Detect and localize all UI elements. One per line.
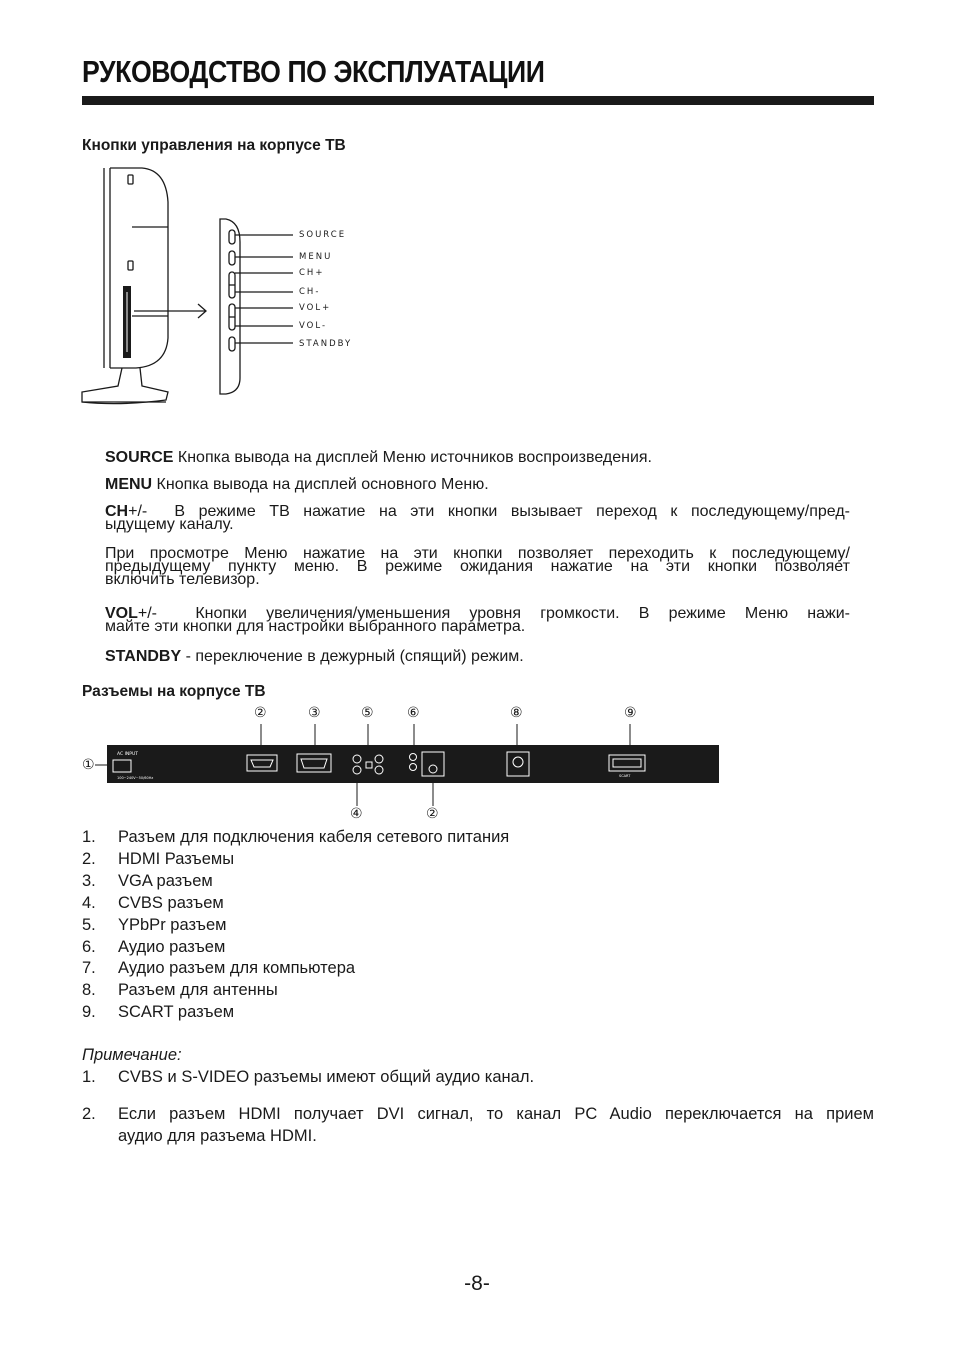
connectors-heading: Разъемы на корпусе ТВ: [82, 683, 266, 700]
callout-scart: ⑨: [624, 705, 637, 721]
note-item: 2. Если разъем HDMI получает DVI сигнал, то канал PC Audio переключается на прием аудио для разъема HDMI.: [82, 1105, 874, 1145]
connectors-list: [82, 827, 509, 1024]
list-item: 7. Аудио разъем для компьютера: [82, 959, 356, 978]
ac-input-text: AC INPUT: [117, 752, 139, 757]
callout-ypbpr: ⑤: [361, 705, 374, 721]
buttons-heading: Кнопки управления на корпусе ТВ: [82, 137, 346, 154]
list-item: 2. HDMI Разъемы: [82, 849, 235, 868]
label-vol-minus: VOL-: [299, 321, 328, 331]
list-item: 6. Аудио разъем: [82, 937, 226, 956]
ac-spec-text: 100~240V~50/60Hz: [117, 776, 154, 780]
label-ch-plus: CH+: [299, 268, 325, 278]
callout-antenna: ⑧: [510, 705, 523, 721]
callout-vga: ③: [308, 705, 321, 721]
list-item: 5. YPbPr разъем: [82, 915, 227, 934]
label-standby: STANDBY: [299, 339, 353, 349]
callout-audio: ⑥: [407, 705, 420, 721]
list-item: 8. Разъем для антенны: [82, 981, 278, 1000]
list-item: 1. Разъем для подключения кабеля сетевого питания: [82, 828, 510, 846]
desc-vol: VOL+/- Кнопки увеличения/уменьшения уровня громкости. В режиме Меню нажи- майте эти кнопки для настройки выбранного параметра.: [105, 605, 851, 635]
callout-ac: ①: [82, 757, 95, 773]
label-ch-minus: CH-: [299, 287, 321, 297]
connector-panel: [95, 720, 725, 820]
list-item: 9. SCART разъем: [82, 1003, 235, 1022]
label-menu: MENU: [299, 252, 333, 262]
callout-hdmi-top: ②: [254, 705, 267, 721]
desc-ch-menu: При просмотре Меню нажатие на эти кнопки позволяет переходить к последующему/ предыдущему пункту меню. В режиме ожидания нажатие на эти кнопки позволяет включить телевизор.: [105, 545, 850, 588]
note-item: 1. CVBS и S-VIDEO разъемы имеют общий аудио канал.: [82, 1068, 535, 1086]
desc-standby: STANDBY - переключение в дежурный (спящий) режим.: [105, 648, 524, 665]
title-rule: [82, 96, 874, 105]
tv-side-illustration: [80, 162, 370, 410]
desc-source: SOURCE Кнопка вывода на дисплей Меню источников воспроизведения.: [105, 449, 652, 466]
desc-menu: MENU Кнопка вывода на дисплей основного Меню.: [105, 476, 489, 493]
callout-hdmi-bottom: ②: [426, 806, 439, 822]
scart-text: SCART: [619, 774, 631, 778]
list-item: 4. CVBS разъем: [82, 893, 224, 912]
label-vol-plus: VOL+: [299, 303, 332, 313]
notes-heading: Примечание:: [82, 1046, 182, 1064]
desc-ch: CH+/- В режиме ТВ нажатие на эти кнопки вызывает переход к последующему/пред- ыдущему каналу.: [105, 503, 851, 533]
callout-cvbs: ④: [350, 806, 363, 822]
page-number: -8-: [464, 1272, 490, 1295]
label-source: SOURCE: [299, 230, 347, 240]
list-item: 3. VGA разъем: [82, 871, 213, 890]
page-title: РУКОВОДСТВО ПО ЭКСПЛУАТАЦИИ: [82, 54, 545, 89]
